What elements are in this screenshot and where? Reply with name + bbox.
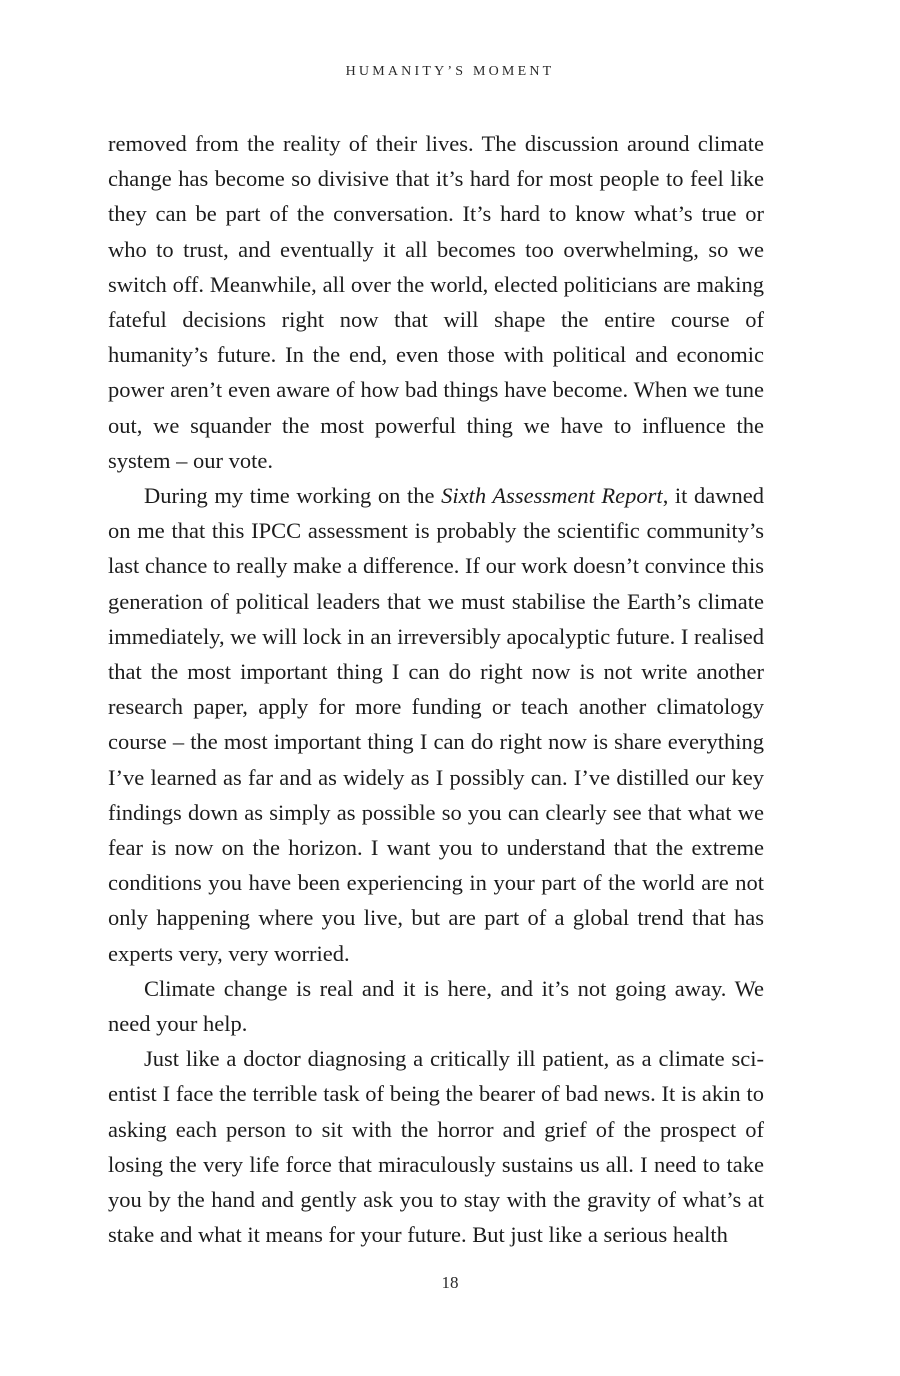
paragraph-2-text-end: , it dawned on me that this IPCC assessment is probably the scientific community’s last chance to really make a difference. If our work doesn’t convince this generation of political leaders that we must stabilise the Earth’s climate immediately, we will lock in an irreversibly apocalyptic future. I realised that the most important thing I can do right now is not write another research paper, apply for more funding or teach another climatology course – the most important thing I can do right now is share everything I’ve learned as far and as widely as I possibly can. I’ve distilled our key findings down as simply as possible so you can clearly see that what we fear is now on the horizon. I want you to understand that the extreme conditions you have been experiencing in your part of the world are not only happening where you live, but are part of a global trend that has experts very, very worried.: [108, 483, 765, 966]
report-title-italic: Sixth Assessment Report: [441, 483, 663, 509]
paragraph-1: removed from the reality of their lives. The discussion around climate change has become so divisive that it’s hard for most people to feel like they can be part of the conversation. It’s hard to know what’s true or who to trust, and eventually it all becomes too overwhelming, so we switch off. Meanwhile, all over the world, elected politicians are making fateful decisions right now that will shape the entire course of humanity’s future. In the end, even those with political and economic power aren’t even aware of how bad things have become. When we tune out, we squander the most powerful thing we have to influence the system – our vote.: [108, 131, 764, 473]
running-head: HUMANITY’S MOMENT: [345, 64, 555, 79]
paragraph-2: [108, 478, 764, 971]
paragraph-3: Climate change is real and it is here, and it’s not going away. We need your help.: [108, 975, 764, 1037]
body-text: [108, 126, 764, 1253]
page-number: 18: [441, 1273, 459, 1292]
paragraph-2-text-start: During my time working on the: [144, 483, 442, 509]
paragraph-4: Just like a doctor diagnosing a critically ill patient, as a climate scientist I face the terrible task of being the bearer of bad news. It is akin to asking each person to sit with the horror and grief of the prospect of losing the very life force that miraculously sustains us all. I need to take you by the hand and gently ask you to stay with the gravity of what’s at stake and what it means for your future. But just like a serious health: [108, 1046, 764, 1248]
